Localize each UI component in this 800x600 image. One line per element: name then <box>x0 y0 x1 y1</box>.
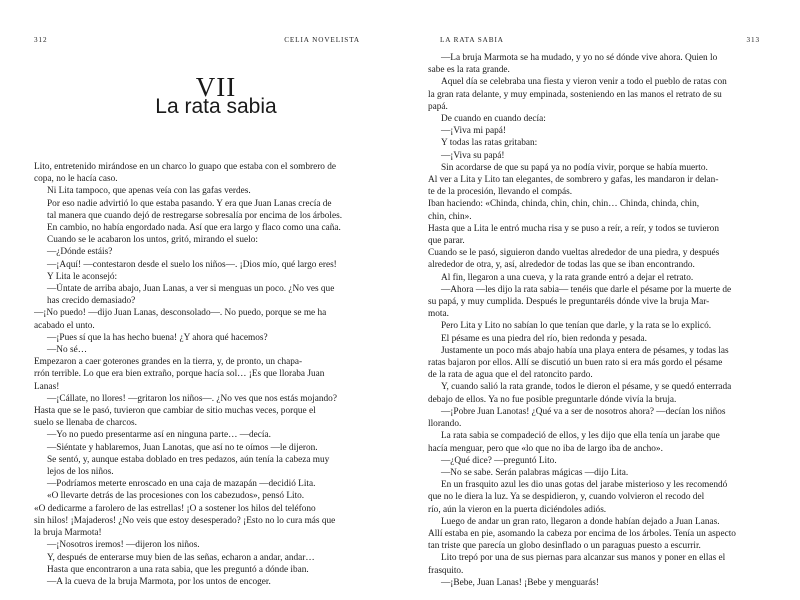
text-line: la bruja Marmota! <box>34 528 102 539</box>
text-line: Por eso nadie advirtió lo que estaba pasando. Y era que Juan Lanas crecía de <box>47 198 332 209</box>
text-line: La rata sabia se compadeció de ellos, y les dijo que ella tenía un jarabe que <box>441 431 720 442</box>
text-line: Empezaron a caer goterones grandes en la tierra, y, de pronto, un chapa- <box>34 357 303 368</box>
text-line: Iban haciendo: «Chinda, chinda, chin, chin, chin… Chinda, chinda, chin, <box>428 199 700 210</box>
text-line: lejos de los niños. <box>47 467 114 478</box>
text-line: Y todas las ratas gritaban: <box>441 138 538 149</box>
text-line: chin, chin». <box>428 211 472 222</box>
text-line: río, aún la vieron en la puerta diciéndoles adiós. <box>428 504 607 515</box>
text-line: debajo de ellos. Ya no fue posible preguntarle dónde vivía la bruja. <box>428 394 677 405</box>
text-line: —¡Viva mi papá! <box>441 126 507 137</box>
text-line: Aquel día se celebraba una fiesta y vieron venir a todo el pueblo de ratas con <box>441 77 727 88</box>
text-line: Allí estaba en pie, asomando la cabeza por encima de los árboles. Tenía un aspecto <box>428 528 736 539</box>
text-line: —¡Pues sí que la has hecho buena! ¿Y ahora qué hacemos? <box>47 332 268 343</box>
text-line: —¡Nosotros iremos! —dijeron los niños. <box>47 540 200 551</box>
right-page <box>400 0 800 600</box>
text-line: llorando. <box>428 419 462 430</box>
text-line: Y, cuando salió la rata grande, todos le dieron el pésame, y se quedó enterrada <box>441 382 732 393</box>
text-line: En un frasquito azul les dio unas gotas del jarabe misterioso y les recomendó <box>441 480 728 491</box>
text-line: —¿Dónde estáis? <box>47 247 113 258</box>
text-line: Hasta que se le pasó, tuvieron que cambiar de sitio muchas veces, porque el <box>34 406 316 417</box>
text-line: Y, después de enterarse muy bien de las señas, echaron a andar, andar… <box>47 552 315 563</box>
text-line: Luego de andar un gran rato, llegaron a donde habían dejado a Juan Lanas. <box>441 516 720 527</box>
text-line: tal manera que cuando dejó de restregarse sobresalía por encima de los árboles. <box>47 210 343 221</box>
right-page-body <box>428 52 768 589</box>
text-line: —¡Aquí! —contestaron desde el suelo los niños—. ¡Dios mío, qué largo eres! <box>47 259 337 270</box>
text-line: —¡Viva su papá! <box>441 150 505 161</box>
text-line: de la rata de agua que el del ratoncito pardo. <box>428 370 593 381</box>
text-line: En cambio, no había engordado nada. Así que era largo y flaco como una caña. <box>47 223 341 234</box>
text-line: —¡Bebe, Juan Lanas! ¡Bebe y menguarás! <box>441 577 599 588</box>
text-line: Sin acordarse de que su papá ya no podía vivir, porque se había muerto. <box>441 162 708 173</box>
text-line: alrededor de otra, y, así, alrededor de todas las que se iban encontrando. <box>428 260 695 271</box>
chapter-title: La rata sabia <box>155 95 277 118</box>
text-line: Lanas! <box>34 381 60 392</box>
text-line: —¡Cállate, no llores! —gritaron los niños—. ¿No ves que nos estás mojando? <box>47 393 337 404</box>
text-line: te de la procesión, llevando el compás. <box>428 187 573 198</box>
running-head-author: CELIA NOVELISTA <box>284 36 360 44</box>
text-line: De cuando en cuando decía: <box>441 114 546 125</box>
text-line: que parar. <box>428 236 465 247</box>
text-line: —No se sabe. Serán palabras mágicas —dijo Lita. <box>441 467 629 478</box>
text-line: la gran rata delante, y muy empinada, sosteniendo en las manos el retrato de su <box>428 89 722 100</box>
text-line: —Ahora —les dijo la rata sabia— tenéis que darle el pésame por la muerte de <box>441 284 732 295</box>
text-line: El pésame es una piedra del río, bien redonda y pesada. <box>441 333 648 344</box>
text-line: ratas bajaron por ellos. Allí se discutió un buen rato si era más gordo el pésame <box>428 358 723 369</box>
text-line: Hasta que a Lita le entró mucha risa y se puso a reír, a reír, y todos se tuvieron <box>428 223 719 234</box>
text-line: acabado el unto. <box>34 320 95 331</box>
page-number-right: 313 <box>746 36 760 44</box>
text-line: hacía menguar, pero que «lo que no iba de largo iba de ancho». <box>428 443 663 454</box>
text-line: «O llevarte detrás de las procesiones con los cabezudos», pensó Lito. <box>47 491 305 502</box>
text-line: sin hilos! ¡Majaderos! ¿No veis que estoy desesperado? ¡Esto no lo cura más que <box>34 515 336 526</box>
page-number-left: 312 <box>34 36 48 44</box>
chapter-number: VII <box>195 72 237 102</box>
text-line: frasquito. <box>428 565 464 576</box>
text-line: —Siéntate y hablaremos, Juan Lanotas, que así no te oímos —le dijeron. <box>47 442 318 453</box>
text-line: Y Lita le aconsejó: <box>47 271 118 282</box>
text-line: sabe es la rata grande. <box>428 65 510 76</box>
text-line: has crecido demasiado? <box>47 296 136 307</box>
text-line: Justamente un poco más abajo había una playa entera de pésames, y todas las <box>441 345 729 356</box>
text-line: Hasta que encontraron a una rata sabia, que les preguntó a dónde iban. <box>47 564 309 575</box>
text-line: suelo se llenaba de charcos. <box>34 418 137 429</box>
text-line: Al fin, llegaron a una cueva, y la rata grande entró a dejar el retrato. <box>441 272 694 283</box>
text-line: Pero Lita y Lito no sabían lo que tenían que darle, y la rata se lo explicó. <box>441 321 712 332</box>
text-line: Ni Lita tampoco, que apenas veía con las gafas verdes. <box>47 186 251 197</box>
running-head-chapter: LA RATA SABIA <box>440 36 504 44</box>
text-line: —La bruja Marmota se ha mudado, y yo no sé dónde vive ahora. Quien lo <box>441 53 718 63</box>
text-line: —A la cueva de la bruja Marmota, por los untos de encoger. <box>47 576 271 587</box>
text-line: copa, no le hacía caso. <box>34 174 118 185</box>
text-line: Se sentó, y, aunque estaba doblado en tres pedazos, aún tenía la cabeza muy <box>47 454 330 465</box>
text-line: Cuando se le acabaron los untos, gritó, mirando el suelo: <box>47 235 258 246</box>
text-line: Lito trepó por una de sus piernas para alcanzar sus manos y poner en ellas el <box>441 553 726 564</box>
text-line: —¿Qué dice? —preguntó Lito. <box>441 455 557 466</box>
text-line: —¡Pobre Juan Lanotas! ¿Qué va a ser de nosotros ahora? —decían los niños <box>441 406 726 417</box>
text-line: Cuando se le pasó, siguieron dando vueltas alrededor de una piedra, y después <box>428 248 720 259</box>
text-line: Lito, entretenido mirándose en un charco lo guapo que estaba con el sombrero de <box>34 162 337 172</box>
text-line: —¡No puedo! —dijo Juan Lanas, desconsolado—. No puedo, porque se me ha <box>34 308 327 319</box>
text-line: rrón terrible. Lo que era bien extraño, porque hacía sol… ¡Es que lloraba Juan <box>34 369 325 380</box>
text-line: —Podríamos meterte enroscado en una caja de mazapán —decidió Lita. <box>47 479 316 490</box>
text-line: que no le diera la luz. Ya se despidieron, y, cuando volvieron el recodo del <box>428 492 705 503</box>
text-line: su papá, y muy cumplida. Después le preguntaréis dónde vive la bruja Mar- <box>428 297 710 308</box>
text-line: mota. <box>428 309 449 320</box>
text-line: Al ver a Lita y Lito tan elegantes, de sombrero y gafas, les mandaron ir delan- <box>428 175 719 186</box>
text-line: «O dedicarme a farolero de las estrellas! ¡O a sostener los hilos del teléfono <box>34 503 316 514</box>
text-line: tan triste que parecía un globo desinflado o un paraguas puesto a escurrir. <box>428 541 701 552</box>
text-line: papá. <box>428 101 448 112</box>
left-page-body <box>34 161 376 588</box>
text-line: —Úntate de arriba abajo, Juan Lanas, a ver si menguas un poco. ¿No ves que <box>47 284 335 295</box>
text-line: —No sé… <box>47 345 88 356</box>
text-line: —Yo no puedo presentarme así en ninguna parte… —decía. <box>47 430 271 441</box>
